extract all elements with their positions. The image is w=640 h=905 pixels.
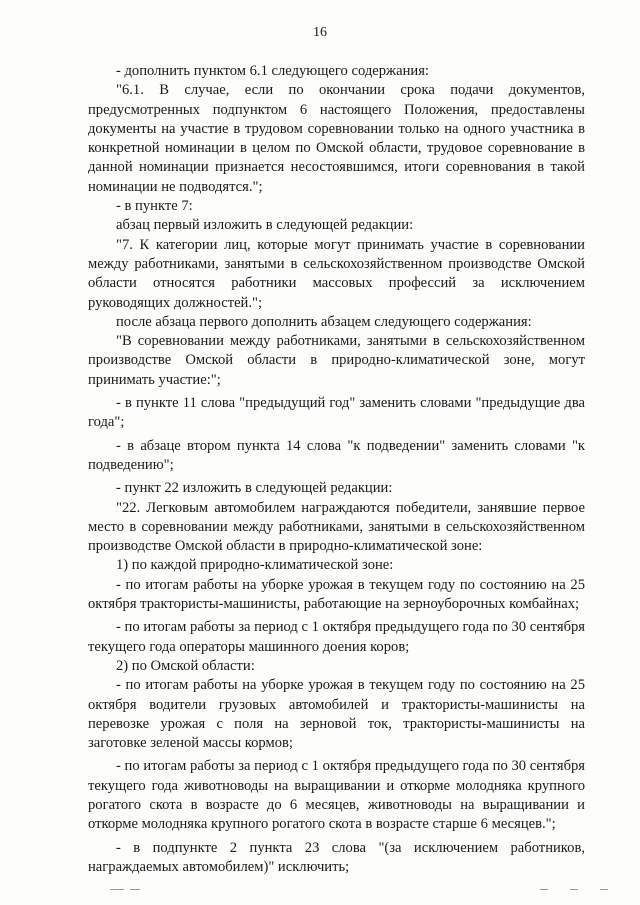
paragraph: 2) по Омской области: bbox=[116, 657, 255, 674]
scan-mark bbox=[130, 889, 140, 890]
paragraph: абзац первый изложить в следующей редакции: bbox=[116, 217, 414, 234]
page-bottom-edge bbox=[0, 889, 640, 895]
paragraph: 1) по каждой природно-климатической зоне: bbox=[116, 557, 394, 574]
paragraph: - в абзаце втором пункта 14 слова "к подведении" заменить словами "к подведению"; bbox=[88, 437, 585, 473]
page-number: 16 bbox=[313, 25, 327, 40]
paragraph: - в пункте 11 слова "предыдущий год" заменить словами "предыдущие два года"; bbox=[88, 395, 585, 431]
scan-mark bbox=[600, 889, 608, 890]
paragraph: - по итогам работы за период с 1 октября предыдущего года по 30 сентября текущего года животноводы на выращивании и откорме молодняка крупного рогатого скота в возрасте до 6 месяцев, животноводы на выращивании и откорме молодняка крупного рогатого скота в возрасте старше 6 месяцев."; bbox=[88, 758, 585, 833]
paragraph: "22. Легковым автомобилем награждаются победители, занявшие первое место в соревновании между работниками, занятыми в сельскохозяйственном производстве Омской области в природно-климатической зоне: bbox=[88, 499, 585, 555]
paragraph: - по итогам работы на уборке урожая в текущем году по состоянию на 25 октября водители грузовых автомобилей и трактористы-машинисты на перевозке урожая с поля на зерновой ток, трактористы-машинисты на заготовке зеленой массы кормов; bbox=[88, 677, 585, 752]
paragraph: после абзаца первого дополнить абзацем следующего содержания: bbox=[116, 313, 532, 330]
document-body bbox=[88, 62, 585, 877]
paragraph: - пункт 22 изложить в следующей редакции: bbox=[116, 480, 393, 497]
paragraph: - по итогам работы за период с 1 октября предыдущего года по 30 сентября текущего года операторы машинного доения коров; bbox=[88, 619, 585, 655]
paragraph: - по итогам работы на уборке урожая в текущем году по состоянию на 25 октября трактористы-машинисты, работающие на зерноуборочных комбайнах; bbox=[88, 576, 585, 613]
paragraph: "7. К категории лиц, которые могут принимать участие в соревновании между работниками, занятыми в сельскохозяйственном производстве Омской области относятся работники массовых профессий за исключением руководящих должностей."; bbox=[88, 236, 585, 311]
scan-mark bbox=[540, 889, 548, 890]
paragraph: - в подпункте 2 пункта 23 слова "(за исключением работников, награждаемых автомобилем)" исключить; bbox=[88, 839, 585, 875]
scan-mark bbox=[570, 889, 578, 890]
paragraph: "6.1. В случае, если по окончании срока подачи документов, предусмотренных подпунктом 6 настоящего Положения, предоставлены документы на участие в трудовом соревновании только на одного участника в конкретной номинации в целом по Омской области, трудовое соревнование в данной номинации признается несостоявшимся, итоги соревнования в такой номинации не подводятся."; bbox=[88, 82, 585, 195]
paragraph: - дополнить пунктом 6.1 следующего содержания: bbox=[116, 63, 429, 79]
scan-mark bbox=[110, 889, 124, 890]
paragraph: - в пункте 7: bbox=[116, 198, 193, 215]
paragraph: "В соревновании между работниками, занятыми в сельскохозяйственном производстве Омской области в природно-климатической зоне, могут принимать участие:"; bbox=[88, 333, 585, 388]
